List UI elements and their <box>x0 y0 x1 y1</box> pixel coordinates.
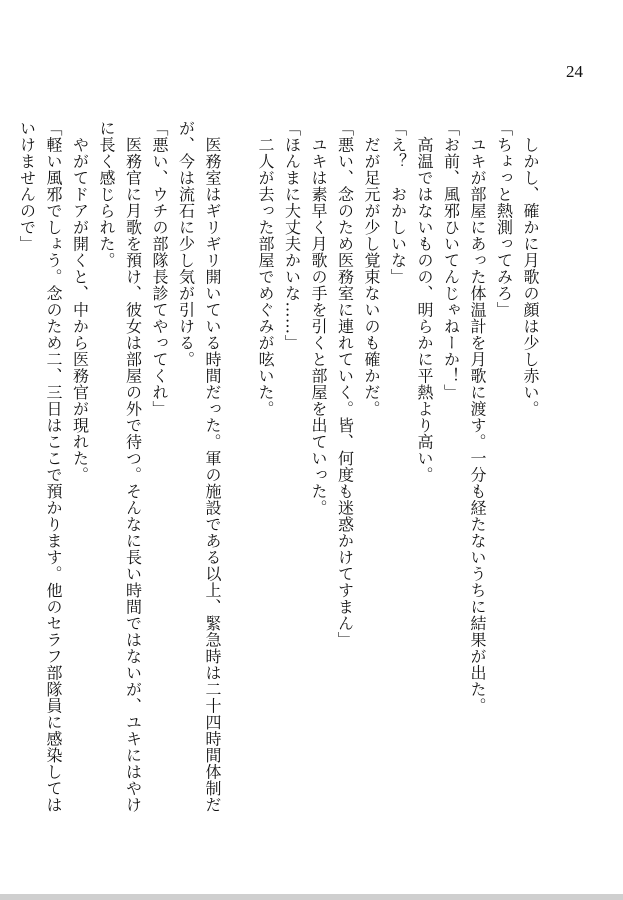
text-line: ユキは素早く月歌の手を引くと部屋を出ていった。 <box>309 120 328 516</box>
text-line: いけませんので」 <box>17 120 37 252</box>
text-line: ユキが部屋にあった体温計を月歌に渡す。一分も経たないうちに結果が出た。 <box>468 120 487 714</box>
text-line: しかし、確かに月歌の顔は少し赤い。 <box>521 120 540 417</box>
text-line: 高温ではないものの、明らかに平熱より高い。 <box>415 120 434 483</box>
text-line: 医務官に月歌を預け、彼女は部屋の外で待つ。そんなに長い時間ではないが、ユキにはやけ <box>123 120 143 813</box>
text-line: 「ちょっと熱測ってみろ」 <box>494 120 514 318</box>
page-number: 24 <box>566 62 583 81</box>
body-text <box>13 120 543 813</box>
text-line: 「軽い風邪でしょう。念のため二、三日はここで預かります。他のセラフ部隊員に感染しては <box>44 120 63 813</box>
text-line: 「お前、風邪ひいてんじゃねーか！」 <box>441 120 461 401</box>
text-line: に長く感じられた。 <box>97 120 116 269</box>
text-line: 「ほんまに大丈夫かいな……」 <box>282 120 302 351</box>
text-line: 「え？ おかしいな」 <box>388 120 408 285</box>
text-line: 医務室はギリギリ開いている時間だった。軍の施設である以上、緊急時は二十四時間体制だ <box>203 120 222 813</box>
text-line: 二人が去った部屋でめぐみが呟いた。 <box>256 120 275 417</box>
text-line: やがてドアが開くと、中から医務官が現れた。 <box>70 120 90 483</box>
blank-line <box>225 120 252 810</box>
text-line: が、今は流石に少し気が引ける。 <box>176 120 196 368</box>
text-line: 「悪い、ウチの部隊長診てやってくれ」 <box>150 120 169 417</box>
text-line: 「悪い、念のため医務室に連れていく。皆、何度も迷惑かけてすまん」 <box>335 120 355 648</box>
bottom-bar <box>0 894 623 900</box>
text-line: だが足元が少し覚束ないのも確かだ。 <box>362 120 381 417</box>
